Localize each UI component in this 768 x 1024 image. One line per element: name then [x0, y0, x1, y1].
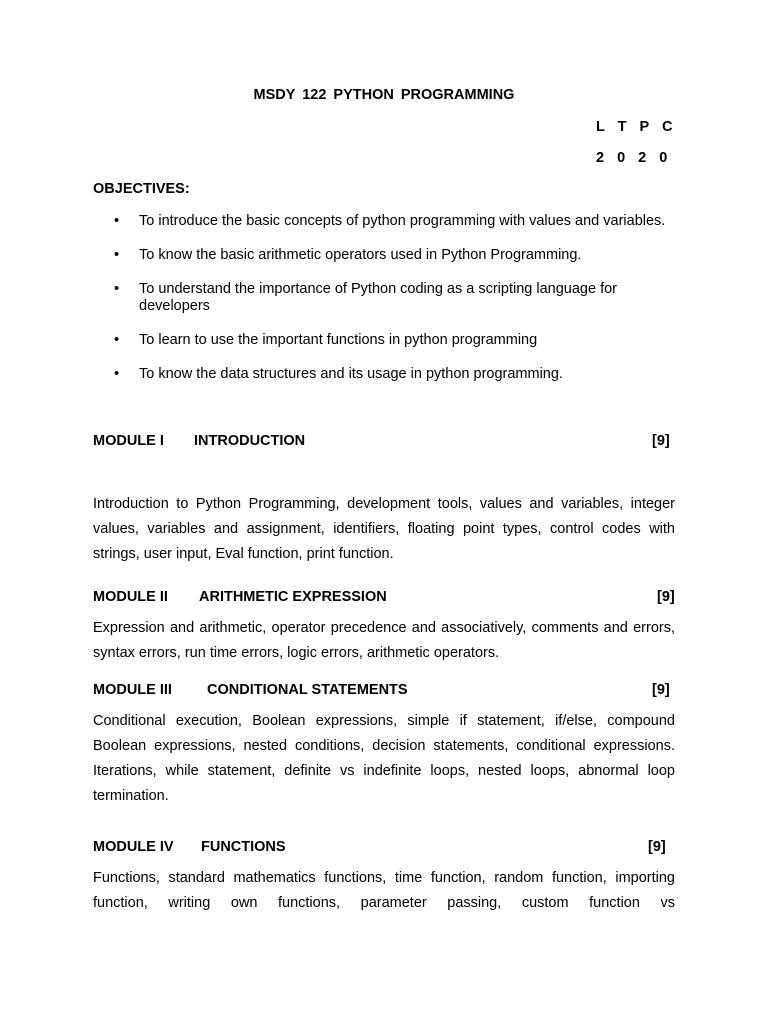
module-title: CONDITIONAL STATEMENTS [207, 682, 408, 698]
module-hours: [9] [657, 589, 675, 605]
module-content: Expression and arithmetic, operator precedence and associatively, comments and errors, syntax errors, run time errors, logic errors, arithmetic operators. [93, 620, 675, 661]
module-hours: [9] [648, 839, 666, 855]
objective-item [93, 213, 673, 230]
module-number: MODULE IV [93, 839, 174, 855]
module-hours: [9] [652, 682, 670, 698]
module-heading [93, 433, 670, 449]
objectives-heading: OBJECTIVES: [93, 181, 190, 197]
module-heading [93, 682, 670, 698]
bullet-icon: • [114, 281, 120, 297]
module-title: ARITHMETIC EXPRESSION [199, 589, 387, 605]
objective-item [93, 366, 673, 383]
bullet-icon: • [114, 332, 120, 348]
ltpc-header: L T P C [596, 119, 673, 135]
objective-text: To learn to use the important functions in python programming [139, 332, 538, 348]
objective-item [93, 332, 673, 349]
module-number: MODULE II [93, 589, 168, 605]
bullet-icon: • [114, 213, 120, 229]
module-number: MODULE I [93, 433, 164, 449]
objective-item [93, 281, 673, 315]
objective-item [93, 247, 673, 264]
objective-text: To understand the importance of Python coding as a scripting language for developers [139, 281, 617, 314]
module-content: Introduction to Python Programming, development tools, values and variables, integer values, variables and assignment, identifiers, floating point types, control codes with strings, user input, Eval function, print function. [93, 496, 675, 562]
objectives-list [93, 213, 673, 400]
module-number: MODULE III [93, 682, 172, 698]
bullet-icon: • [114, 247, 120, 263]
module-content: Functions, standard mathematics functions, time function, random function, importing function, writing own functions, parameter passing, custom function vs [93, 870, 675, 911]
module-title: FUNCTIONS [201, 839, 286, 855]
ltpc-values: 2 0 2 0 [596, 150, 668, 166]
objective-text: To introduce the basic concepts of python programming with values and variables. [139, 213, 666, 229]
module-heading [93, 589, 675, 605]
module-title: INTRODUCTION [194, 433, 306, 449]
module-heading [93, 839, 666, 855]
bullet-icon: • [114, 366, 120, 382]
module-content: Conditional execution, Boolean expressions, simple if statement, if/else, compound Boolean expressions, nested conditions, decision statements, conditional expressions. Iterations, while statement, definite vs indefinite loops, nested loops, abnormal loop termination. [93, 713, 675, 804]
objective-text: To know the data structures and its usage in python programming. [139, 366, 563, 382]
objective-text: To know the basic arithmetic operators used in Python Programming. [139, 247, 582, 263]
course-title: MSDY 122 PYTHON PROGRAMMING [253, 87, 515, 103]
module-hours: [9] [652, 433, 670, 449]
